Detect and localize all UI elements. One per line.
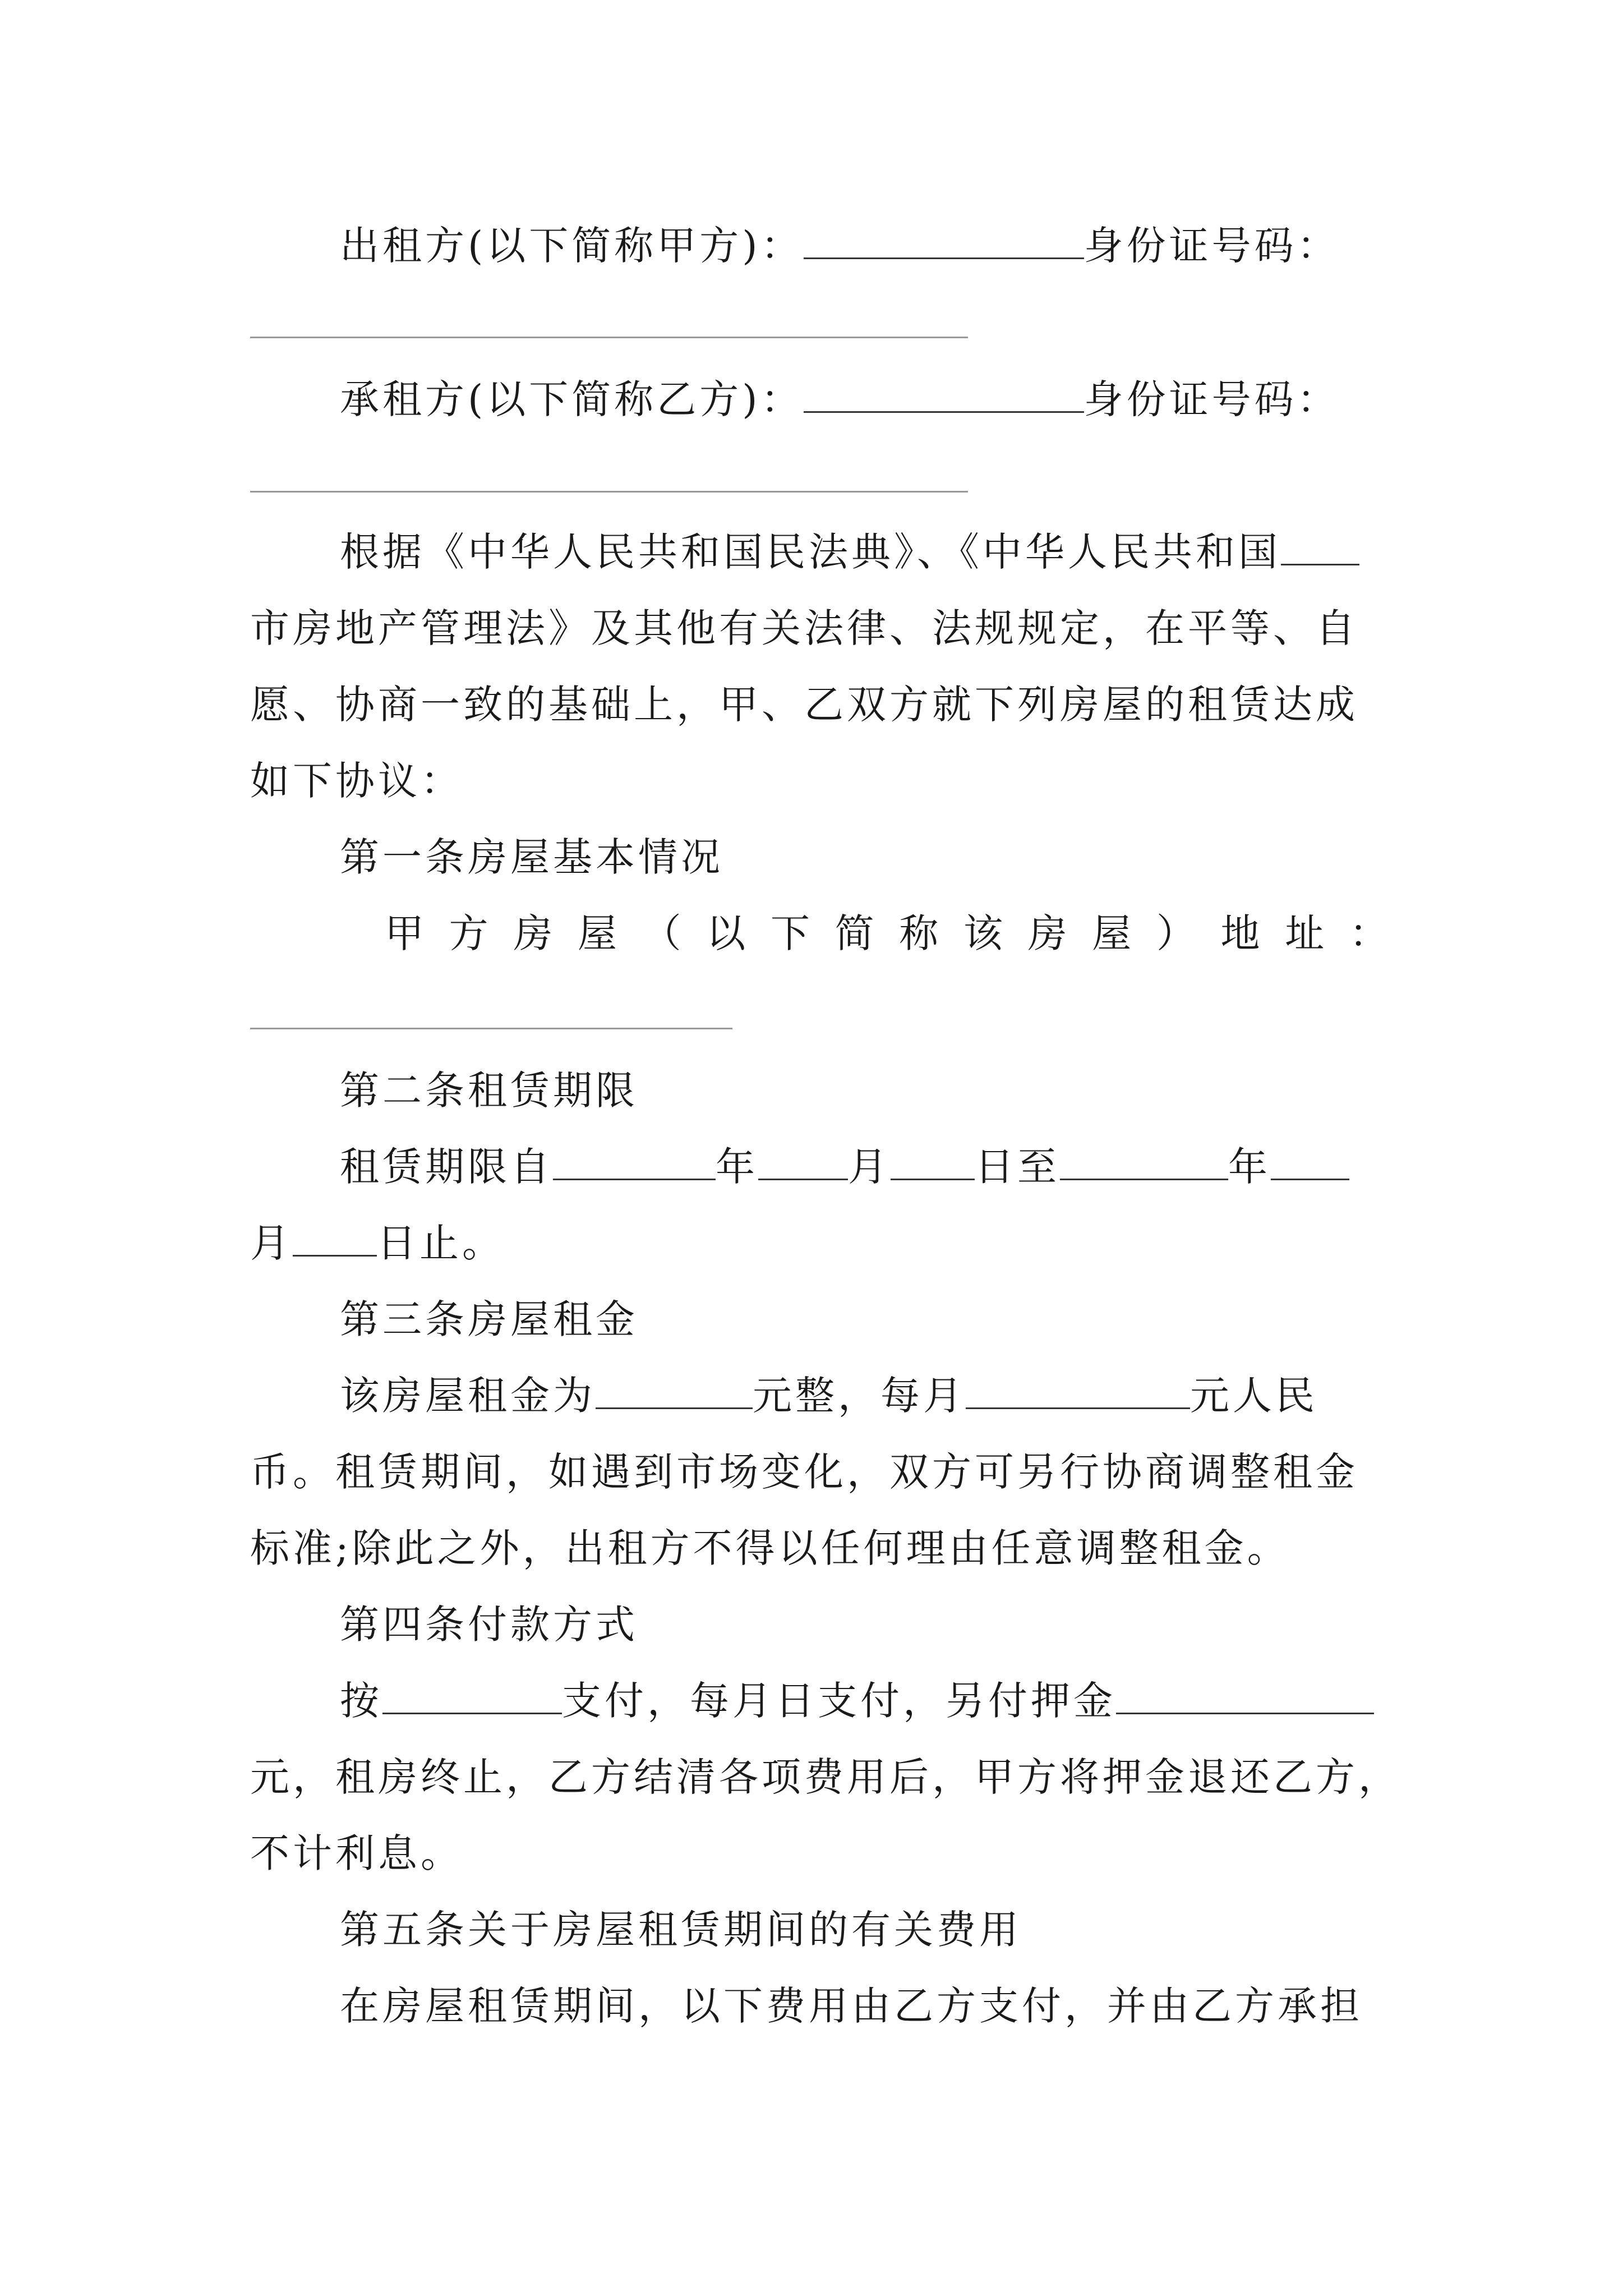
addr-char: 以 (706, 910, 746, 956)
rent-label: 该房屋租金为 (340, 1373, 596, 1419)
article-3-rent-line (250, 1370, 1389, 1421)
article-3-line-3: 标准;除此之外，出租方不得以任何理由任意调整租金。 (250, 1525, 1290, 1571)
addr-char: 房 (1027, 910, 1067, 956)
lessor-label: 出租方(以下简称甲方)： (340, 223, 804, 269)
start-year-blank[interactable] (553, 1144, 716, 1180)
article-1-title: 第一条房屋基本情况 (340, 834, 723, 880)
city-blank[interactable] (1281, 529, 1359, 565)
intro-line-3: 愿、协商一致的基础上，甲、乙双方就下列房屋的租赁达成 (250, 682, 1358, 728)
addr-char: 方 (449, 910, 488, 956)
start-month-blank[interactable] (758, 1144, 848, 1180)
article-4-payment-line (250, 1675, 1389, 1727)
lessee-id-label: 身份证号码： (1083, 376, 1340, 422)
rent-monthly-label: 元整，每月 (753, 1373, 966, 1419)
lessor-name-blank[interactable] (804, 223, 1084, 259)
lessee-label: 承租方(以下简称乙方)： (340, 376, 804, 422)
term-from-label: 租赁期限自 (340, 1144, 553, 1190)
year-label: 年 (1228, 1144, 1271, 1190)
end-day-blank[interactable] (293, 1220, 377, 1257)
article-1-address-line (250, 908, 1389, 959)
article-2-term-line (250, 1141, 1389, 1193)
addr-char: 下 (770, 910, 810, 956)
intro-text-1: 根据《中华人民共和国民法典》、《中华人民共和国 (340, 529, 1281, 575)
addr-char: 地 (1220, 910, 1260, 956)
pay-deposit-label: 支付，每月日支付，另付押金 (562, 1678, 1116, 1724)
start-day-blank[interactable] (891, 1144, 975, 1180)
rent-monthly-blank[interactable] (966, 1373, 1190, 1409)
pay-by-label: 按 (340, 1678, 382, 1724)
article-3-line-2: 币。租赁期间，如遇到市场变化，双方可另行协商调整租金 (250, 1449, 1358, 1495)
month-label: 月 (848, 1144, 891, 1190)
address-blank[interactable] (250, 1028, 732, 1029)
month-label: 月 (250, 1220, 293, 1266)
lessee-line (250, 374, 1389, 425)
article-4-title: 第四条付款方式 (340, 1602, 638, 1648)
intro-line-1 (250, 526, 1389, 578)
addr-char: （ (642, 910, 681, 956)
addr-char: 址 (1285, 910, 1325, 956)
article-2-title: 第二条租赁期限 (340, 1068, 638, 1114)
lessor-id-blank[interactable] (250, 337, 968, 338)
rmb-label: 元人民 (1190, 1373, 1318, 1419)
addr-char: 该 (963, 910, 1003, 956)
intro-line-2: 市房地产管理法》及其他有关法律、法规规定，在平等、自 (250, 605, 1358, 651)
end-year-blank[interactable] (1060, 1144, 1228, 1180)
payment-method-blank[interactable] (382, 1678, 562, 1714)
addr-char: 简 (834, 910, 874, 956)
lessee-name-blank[interactable] (804, 376, 1084, 413)
end-month-blank[interactable] (1271, 1144, 1349, 1180)
addr-char: 称 (899, 910, 939, 956)
article-5-title: 第五条关于房屋租赁期间的有关费用 (340, 1907, 1022, 1953)
article-5-line-1: 在房屋租赁期间，以下费用由乙方支付，并由乙方承担 (340, 1983, 1363, 2029)
addr-char: ） (1156, 910, 1196, 956)
article-4-line-3: 不计利息。 (250, 1830, 463, 1876)
addr-char: ： (1349, 910, 1389, 956)
day-end-label: 日止。 (377, 1220, 505, 1266)
lessor-line (250, 220, 1389, 272)
addr-char: 甲 (385, 910, 424, 956)
addr-char: 屋 (1092, 910, 1132, 956)
rent-total-blank[interactable] (596, 1373, 753, 1409)
addr-char: 房 (513, 910, 553, 956)
article-4-line-2: 元，租房终止，乙方结清各项费用后，甲方将押金退还乙方， (250, 1754, 1401, 1800)
addr-char: 屋 (577, 910, 617, 956)
article-3-title: 第三条房屋租金 (340, 1296, 638, 1342)
intro-line-4: 如下协议： (250, 758, 463, 804)
day-to-label: 日至 (975, 1144, 1060, 1190)
lessee-id-blank[interactable] (250, 491, 968, 493)
lessor-id-label: 身份证号码： (1083, 223, 1340, 269)
article-2-term-line-2 (250, 1217, 1389, 1269)
deposit-blank[interactable] (1116, 1678, 1374, 1714)
year-label: 年 (716, 1144, 758, 1190)
